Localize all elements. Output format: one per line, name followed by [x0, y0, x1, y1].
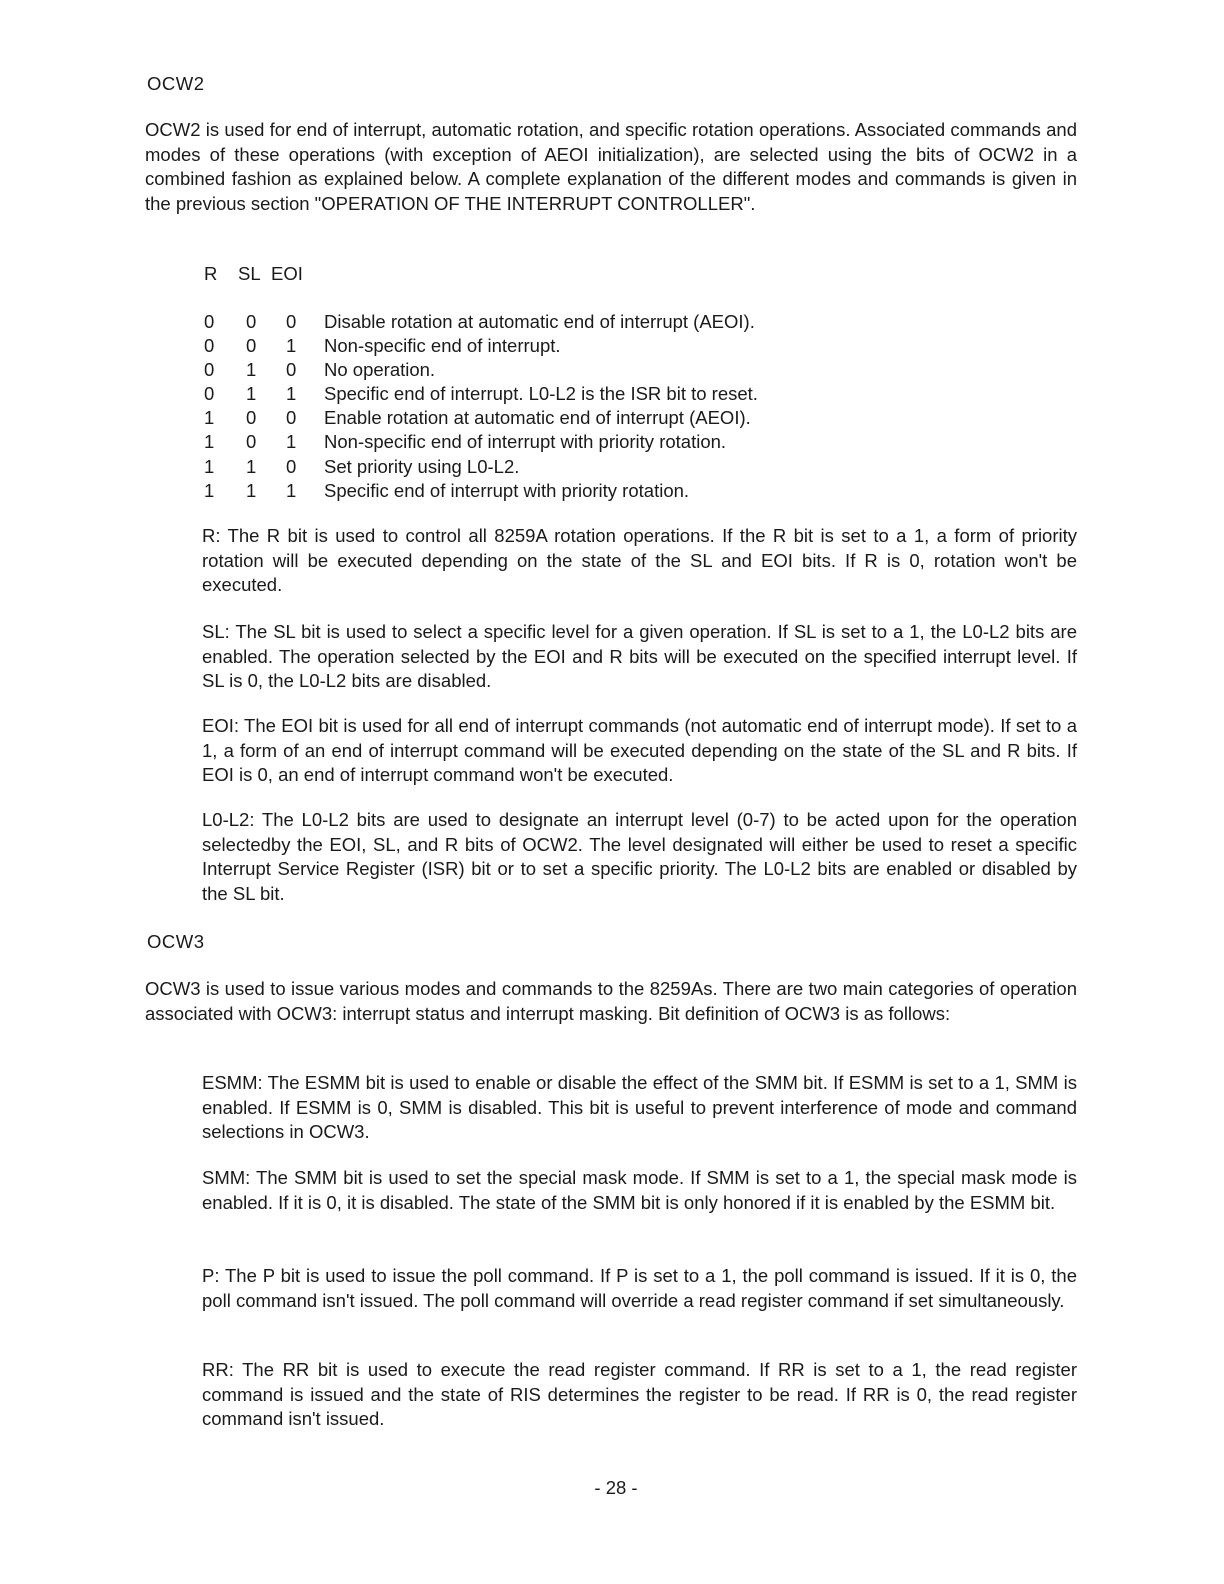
cell-sl: 1 — [246, 359, 257, 381]
cell-r: 1 — [204, 407, 215, 429]
table-row — [204, 358, 1104, 382]
ocw2-heading: OCW2 — [147, 73, 205, 94]
cell-eoi: 0 — [286, 455, 297, 477]
smm-bit-description: SMM: The SMM bit is used to set the special mask mode. If SMM is set to a 1, the special mask mode is enabled. If it is 0, it is disabled. The state of the SMM bit is only honored if it is enabled by the ESMM bit. — [202, 1167, 1077, 1213]
cell-sl: 1 — [246, 455, 257, 477]
cell-description: Enable rotation at automatic end of interrupt (AEOI). — [324, 407, 751, 429]
table-row — [204, 430, 1104, 454]
cell-r: 0 — [204, 359, 215, 381]
cell-eoi: 1 — [286, 383, 297, 405]
cell-eoi: 1 — [286, 479, 297, 501]
cell-r: 1 — [204, 431, 215, 453]
table-row — [204, 479, 1104, 503]
table-row — [204, 406, 1104, 430]
cell-sl: 0 — [246, 311, 257, 332]
cell-sl: 1 — [246, 383, 257, 405]
cell-eoi: 0 — [286, 407, 297, 429]
cell-description: Disable rotation at automatic end of interrupt (AEOI). — [324, 311, 755, 332]
sl-bit-description: SL: The SL bit is used to select a specific level for a given operation. If SL is set to a 1, the L0-L2 bits are enabled. The operation selected by the EOI and R bits will be executed on the specified interrupt level. If SL is 0, the L0-L2 bits are disabled. — [202, 621, 1077, 691]
header-sl: SL — [238, 263, 261, 284]
table-row — [204, 334, 1104, 358]
ocw3-heading: OCW3 — [147, 931, 205, 952]
cell-r: 0 — [204, 335, 215, 357]
header-r: R — [204, 263, 218, 284]
p-bit-description: P: The P bit is used to issue the poll command. If P is set to a 1, the poll command is issued. If it is 0, the poll command isn't issued. The poll command will override a read register command if set simultaneously. — [202, 1265, 1077, 1311]
cell-sl: 1 — [246, 479, 257, 501]
cell-description: Non-specific end of interrupt with priority rotation. — [324, 431, 727, 453]
rr-bit-description: RR: The RR bit is used to execute the read register command. If RR is set to a 1, the read register command is issued and the state of RIS determines the register to be read. If RR is 0, the read register command isn't issued. — [202, 1359, 1077, 1429]
table-row — [204, 382, 1104, 406]
cell-eoi: 0 — [286, 311, 297, 332]
cell-r: 1 — [204, 479, 215, 501]
cell-description: No operation. — [324, 359, 436, 381]
table-row — [204, 455, 1104, 479]
cell-eoi: 1 — [286, 431, 297, 453]
ocw2-table — [204, 310, 1104, 503]
cell-description: Non-specific end of interrupt. — [324, 335, 561, 357]
cell-sl: 0 — [246, 431, 257, 453]
cell-eoi: 1 — [286, 335, 297, 357]
cell-sl: 0 — [246, 335, 257, 357]
table-row — [204, 310, 1104, 334]
cell-description: Specific end of interrupt with priority rotation. — [324, 479, 690, 501]
ocw2-intro: OCW2 is used for end of interrupt, automatic rotation, and specific rotation operations. Associated commands and modes of these operations (with exception of AEOI initialization), are selected using the bits of OCW2 in a combined fashion as explained below. A complete explanation of the different modes and commands is given in the previous section "OPERATION OF THE INTERRUPT CONTROLLER". — [145, 119, 1077, 214]
ocw3-intro: OCW3 is used to issue various modes and commands to the 8259As. There are two main categories of operation associated with OCW3: interrupt status and interrupt masking. Bit definition of OCW3 is as follows: — [145, 978, 1077, 1024]
cell-description: Specific end of interrupt. L0-L2 is the ISR bit to reset. — [324, 383, 758, 405]
cell-r: 0 — [204, 311, 215, 332]
cell-eoi: 0 — [286, 359, 297, 381]
esmm-bit-description: ESMM: The ESMM bit is used to enable or disable the effect of the SMM bit. If ESMM is set to a 1, SMM is enabled. If ESMM is 0, SMM is disabled. This bit is useful to prevent interference of mode and command selections in OCW3. — [202, 1072, 1077, 1142]
page-number: - 28 - — [594, 1477, 638, 1498]
cell-sl: 0 — [246, 407, 257, 429]
r-bit-description: R: The R bit is used to control all 8259A rotation operations. If the R bit is set to a 1, a form of priority rotation will be executed depending on the state of the SL and EOI bits. If R is 0, rotation won't be executed. — [202, 525, 1077, 595]
cell-description: Set priority using L0-L2. — [324, 455, 520, 477]
l0-l2-bits-description: L0-L2: The L0-L2 bits are used to designate an interrupt level (0-7) to be acted upon for the operation selectedby the EOI, SL, and R bits of OCW2. The level designated will either be used to reset a specific Interrupt Service Register (ISR) bit or to set a specific priority. The L0-L2 bits are enabled or disabled by the SL bit. — [202, 809, 1077, 904]
cell-r: 0 — [204, 383, 215, 405]
header-eoi: EOI — [271, 263, 303, 284]
eoi-bit-description: EOI: The EOI bit is used for all end of interrupt commands (not automatic end of interrupt mode). If set to a 1, a form of an end of interrupt command will be executed depending on the state of the SL and R bits. If EOI is 0, an end of interrupt command won't be executed. — [202, 715, 1077, 785]
cell-r: 1 — [204, 455, 215, 477]
